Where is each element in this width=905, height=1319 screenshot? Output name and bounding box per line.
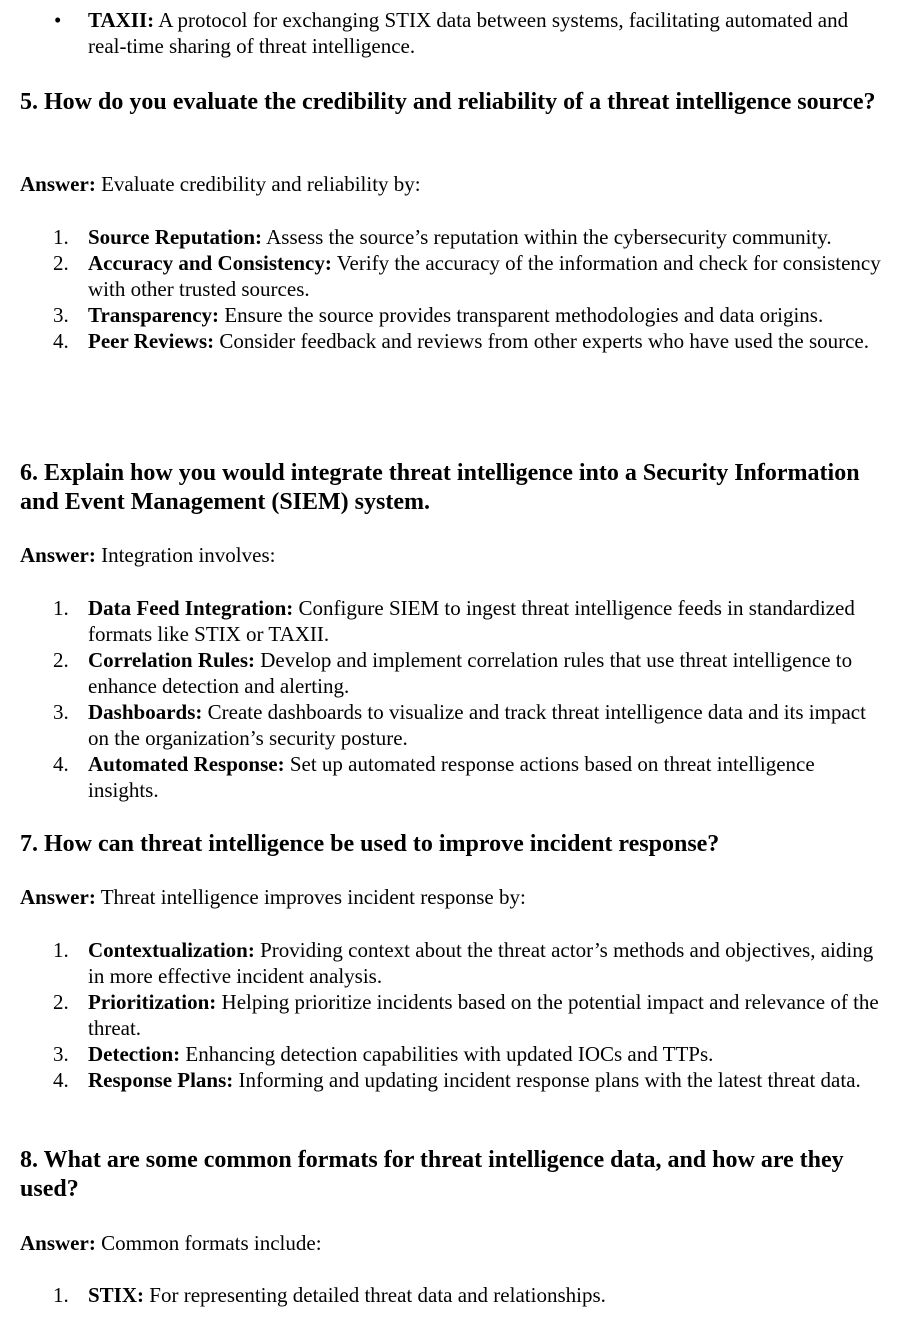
list-item [0, 699, 905, 751]
list-text: Assess the source’s reputation within the cybersecurity community. [262, 225, 832, 249]
list-number: 3. [53, 700, 69, 724]
list-term: Peer Reviews: [88, 329, 215, 353]
list-term: Response Plans: [88, 1068, 234, 1092]
list-number: 2. [53, 990, 69, 1014]
list-number: 1. [53, 1283, 69, 1307]
answer-intro-text: Common formats include: [95, 1231, 322, 1255]
list-number: 4. [53, 1068, 69, 1092]
answer-label: Answer: [20, 172, 96, 196]
list-text: Configure SIEM to ingest threat intelligence feeds in standardized formats like STIX or TAXII. [88, 596, 855, 646]
list-item [0, 1041, 905, 1067]
list-text: Develop and implement correlation rules that use threat intelligence to enhance detection and alerting. [88, 648, 853, 698]
list-item [0, 989, 905, 1041]
bullet-text [88, 7, 878, 59]
list-term: Detection: [88, 1042, 181, 1066]
list-term: Data Feed Integration: [88, 596, 294, 620]
list-number: 4. [53, 752, 69, 776]
list-term: Contextualization: [88, 938, 255, 962]
bullet-marker: • [54, 8, 62, 32]
answer-6-intro [20, 542, 880, 568]
answer-intro-text: Evaluate credibility and reliability by: [95, 172, 421, 196]
list-number: 3. [53, 1042, 69, 1066]
bullet-description: A protocol for exchanging STIX data between systems, facilitating automated and real-time sharing of threat intelligence. [88, 8, 849, 58]
list-item [0, 1282, 905, 1308]
list-term: Automated Response: [88, 752, 285, 776]
list-term: Correlation Rules: [88, 648, 256, 672]
list-item [0, 595, 905, 647]
list-item [0, 751, 905, 803]
list-text: Set up automated response actions based on threat intelligence insights. [88, 752, 815, 802]
question-8-heading: 8. What are some common formats for threat intelligence data, and how are they used? [20, 1147, 844, 1202]
list-text: Verify the accuracy of the information and check for consistency with other trusted sources. [88, 251, 881, 301]
list-item [0, 647, 905, 699]
answer-7-list [0, 937, 905, 1093]
answer-intro-text: Integration involves: [95, 543, 276, 567]
list-number: 2. [53, 251, 69, 275]
list-term: STIX: [88, 1283, 145, 1307]
list-number: 2. [53, 648, 69, 672]
list-number: 1. [53, 938, 69, 962]
list-number: 3. [53, 303, 69, 327]
question-7-heading: 7. How can threat intelligence be used to improve incident response? [20, 831, 720, 857]
list-text: Ensure the source provides transparent methodologies and data origins. [219, 303, 824, 327]
list-text: Helping prioritize incidents based on the potential impact and relevance of the threat. [88, 990, 879, 1040]
answer-label: Answer: [20, 885, 96, 909]
list-term: Accuracy and Consistency: [88, 251, 332, 275]
bullet-term: TAXII: [88, 8, 155, 32]
list-item [0, 224, 905, 250]
answer-6-list [0, 595, 905, 803]
answer-7-intro [20, 884, 880, 910]
list-number: 1. [53, 596, 69, 620]
list-text: Providing context about the threat actor’s methods and objectives, aiding in more effective incident analysis. [88, 938, 874, 988]
list-item [0, 302, 905, 328]
list-term: Transparency: [88, 303, 220, 327]
list-text: Create dashboards to visualize and track threat intelligence data and its impact on the organization’s security posture. [88, 700, 866, 750]
question-6-heading: 6. Explain how you would integrate threat intelligence into a Security Information and Event Management (SIEM) system. [20, 460, 860, 515]
list-item [0, 937, 905, 989]
list-text: Enhancing detection capabilities with updated IOCs and TTPs. [180, 1042, 714, 1066]
answer-8-intro [20, 1230, 880, 1256]
list-text: Consider feedback and reviews from other experts who have used the source. [214, 329, 869, 353]
list-item [0, 250, 905, 302]
answer-8-list [0, 1282, 905, 1308]
list-item [0, 1067, 905, 1093]
list-term: Prioritization: [88, 990, 217, 1014]
list-number: 1. [53, 225, 69, 249]
list-term: Dashboards: [88, 700, 203, 724]
answer-label: Answer: [20, 543, 96, 567]
list-text: Informing and updating incident response plans with the latest threat data. [233, 1068, 861, 1092]
answer-label: Answer: [20, 1231, 96, 1255]
list-term: Source Reputation: [88, 225, 263, 249]
list-text: For representing detailed threat data and relationships. [144, 1283, 606, 1307]
answer-5-intro [20, 171, 880, 197]
question-5-heading: 5. How do you evaluate the credibility and reliability of a threat intelligence source? [20, 89, 876, 115]
list-number: 4. [53, 329, 69, 353]
answer-5-list [0, 224, 905, 354]
list-item [0, 328, 905, 354]
answer-intro-text: Threat intelligence improves incident response by: [95, 885, 526, 909]
